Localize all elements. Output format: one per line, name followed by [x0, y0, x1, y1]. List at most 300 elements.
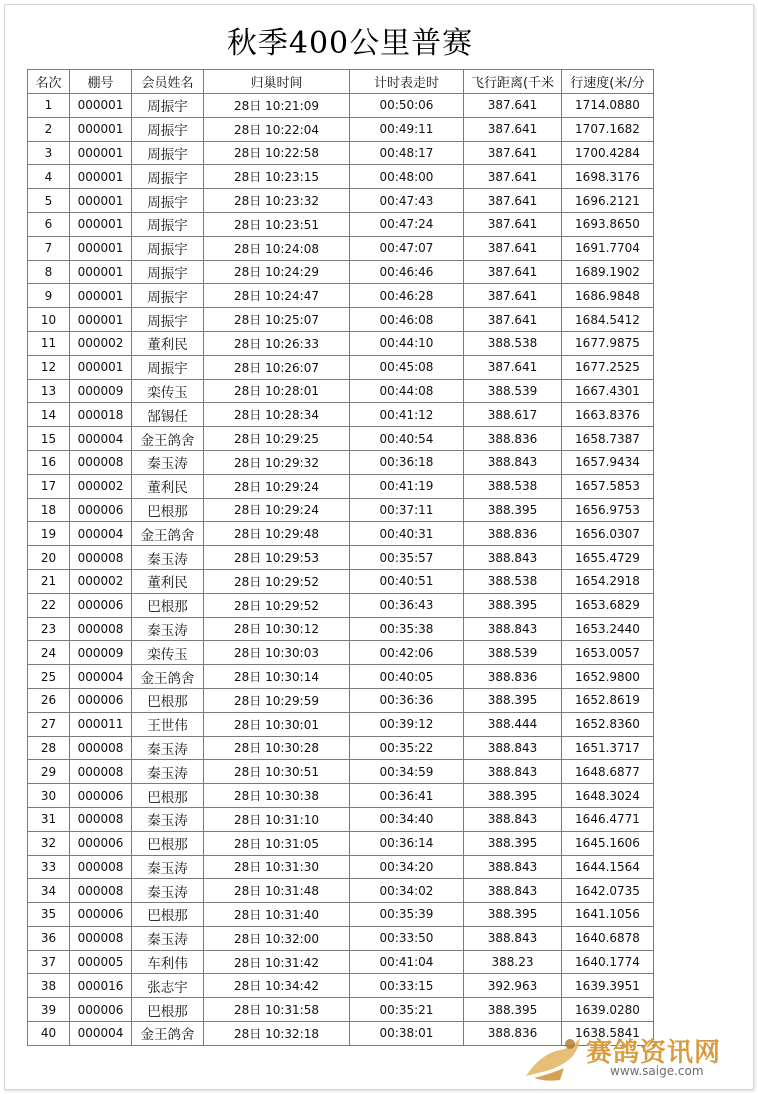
cell-rank: 17 [28, 474, 70, 498]
cell-member: 张志宇 [132, 974, 204, 998]
watermark-text: 赛鸽资讯网 [586, 1038, 722, 1068]
cell-rank: 9 [28, 284, 70, 308]
cell-member: 周振宇 [132, 165, 204, 189]
cell-arrival: 28日 10:29:59 [204, 688, 350, 712]
cell-elapsed: 00:49:11 [350, 117, 464, 141]
cell-speed: 1641.1056 [562, 903, 654, 927]
table-row [28, 117, 654, 141]
cell-elapsed: 00:35:38 [350, 617, 464, 641]
cell-arrival: 28日 10:28:34 [204, 403, 350, 427]
cell-arrival: 28日 10:32:18 [204, 1022, 350, 1046]
cell-member: 金王鸽舍 [132, 1022, 204, 1046]
cell-rank: 13 [28, 379, 70, 403]
cell-distance: 388.395 [464, 593, 562, 617]
cell-rank: 30 [28, 784, 70, 808]
cell-elapsed: 00:33:15 [350, 974, 464, 998]
cell-speed: 1651.3717 [562, 736, 654, 760]
cell-loft: 000004 [70, 1022, 132, 1046]
cell-arrival: 28日 10:30:12 [204, 617, 350, 641]
cell-rank: 4 [28, 165, 70, 189]
cell-elapsed: 00:36:14 [350, 831, 464, 855]
cell-distance: 387.641 [464, 117, 562, 141]
cell-speed: 1693.8650 [562, 212, 654, 236]
cell-speed: 1640.1774 [562, 950, 654, 974]
cell-arrival: 28日 10:31:10 [204, 807, 350, 831]
cell-member: 金王鸽舍 [132, 665, 204, 689]
cell-elapsed: 00:38:01 [350, 1022, 464, 1046]
cell-arrival: 28日 10:31:40 [204, 903, 350, 927]
cell-loft: 000001 [70, 165, 132, 189]
cell-speed: 1686.9848 [562, 284, 654, 308]
cell-arrival: 28日 10:24:29 [204, 260, 350, 284]
cell-arrival: 28日 10:26:33 [204, 331, 350, 355]
cell-distance: 388.843 [464, 736, 562, 760]
cell-rank: 3 [28, 141, 70, 165]
cell-arrival: 28日 10:29:24 [204, 474, 350, 498]
cell-member: 巴根那 [132, 831, 204, 855]
cell-rank: 8 [28, 260, 70, 284]
watermark [520, 1024, 730, 1086]
cell-distance: 388.539 [464, 379, 562, 403]
cell-elapsed: 00:46:08 [350, 308, 464, 332]
cell-member: 巴根那 [132, 903, 204, 927]
cell-distance: 387.641 [464, 308, 562, 332]
cell-loft: 000001 [70, 308, 132, 332]
col-header-loft: 棚号 [70, 70, 132, 94]
table-row [28, 165, 654, 189]
cell-loft: 000001 [70, 284, 132, 308]
cell-member: 秦玉涛 [132, 450, 204, 474]
cell-elapsed: 00:34:59 [350, 760, 464, 784]
cell-loft: 000011 [70, 712, 132, 736]
cell-distance: 387.641 [464, 284, 562, 308]
table-row [28, 760, 654, 784]
cell-rank: 1 [28, 94, 70, 118]
cell-member: 秦玉涛 [132, 855, 204, 879]
cell-loft: 000004 [70, 665, 132, 689]
cell-loft: 000008 [70, 807, 132, 831]
cell-elapsed: 00:41:12 [350, 403, 464, 427]
cell-elapsed: 00:40:05 [350, 665, 464, 689]
table-row [28, 284, 654, 308]
cell-elapsed: 00:42:06 [350, 641, 464, 665]
cell-arrival: 28日 10:22:04 [204, 117, 350, 141]
cell-arrival: 28日 10:31:30 [204, 855, 350, 879]
table-row [28, 712, 654, 736]
cell-member: 周振宇 [132, 94, 204, 118]
cell-arrival: 28日 10:30:51 [204, 760, 350, 784]
cell-elapsed: 00:41:19 [350, 474, 464, 498]
cell-speed: 1652.9800 [562, 665, 654, 689]
cell-arrival: 28日 10:25:07 [204, 308, 350, 332]
cell-loft: 000006 [70, 784, 132, 808]
cell-rank: 15 [28, 427, 70, 451]
cell-speed: 1684.5412 [562, 308, 654, 332]
cell-elapsed: 00:34:20 [350, 855, 464, 879]
cell-rank: 28 [28, 736, 70, 760]
cell-loft: 000008 [70, 760, 132, 784]
cell-loft: 000001 [70, 260, 132, 284]
cell-member: 栾传玉 [132, 641, 204, 665]
cell-elapsed: 00:47:07 [350, 236, 464, 260]
cell-distance: 388.843 [464, 807, 562, 831]
cell-speed: 1663.8376 [562, 403, 654, 427]
cell-rank: 33 [28, 855, 70, 879]
cell-arrival: 28日 10:31:58 [204, 998, 350, 1022]
cell-arrival: 28日 10:29:25 [204, 427, 350, 451]
table-row [28, 617, 654, 641]
cell-elapsed: 00:41:04 [350, 950, 464, 974]
cell-speed: 1648.6877 [562, 760, 654, 784]
cell-loft: 000008 [70, 617, 132, 641]
cell-arrival: 28日 10:31:48 [204, 879, 350, 903]
table-row [28, 522, 654, 546]
cell-rank: 38 [28, 974, 70, 998]
cell-member: 周振宇 [132, 308, 204, 332]
pigeon-logo-icon [520, 1024, 590, 1086]
cell-loft: 000002 [70, 474, 132, 498]
cell-elapsed: 00:39:12 [350, 712, 464, 736]
table-row [28, 212, 654, 236]
cell-arrival: 28日 10:30:28 [204, 736, 350, 760]
table-row [28, 355, 654, 379]
table-row [28, 593, 654, 617]
cell-member: 周振宇 [132, 117, 204, 141]
cell-rank: 22 [28, 593, 70, 617]
cell-speed: 1653.6829 [562, 593, 654, 617]
cell-member: 秦玉涛 [132, 546, 204, 570]
cell-rank: 20 [28, 546, 70, 570]
cell-distance: 388.444 [464, 712, 562, 736]
cell-elapsed: 00:47:24 [350, 212, 464, 236]
cell-rank: 40 [28, 1022, 70, 1046]
cell-speed: 1656.9753 [562, 498, 654, 522]
table-row [28, 260, 654, 284]
table-row [28, 784, 654, 808]
cell-loft: 000006 [70, 688, 132, 712]
cell-speed: 1645.1606 [562, 831, 654, 855]
cell-elapsed: 00:35:22 [350, 736, 464, 760]
cell-loft: 000006 [70, 831, 132, 855]
cell-distance: 388.395 [464, 998, 562, 1022]
cell-arrival: 28日 10:32:00 [204, 926, 350, 950]
table-row [28, 546, 654, 570]
cell-member: 巴根那 [132, 688, 204, 712]
cell-loft: 000001 [70, 236, 132, 260]
cell-arrival: 28日 10:29:32 [204, 450, 350, 474]
cell-rank: 25 [28, 665, 70, 689]
table-row [28, 379, 654, 403]
cell-rank: 36 [28, 926, 70, 950]
cell-member: 周振宇 [132, 189, 204, 213]
cell-rank: 24 [28, 641, 70, 665]
cell-rank: 14 [28, 403, 70, 427]
cell-distance: 388.538 [464, 569, 562, 593]
cell-distance: 388.836 [464, 665, 562, 689]
cell-speed: 1639.0280 [562, 998, 654, 1022]
table-row [28, 665, 654, 689]
table-row [28, 569, 654, 593]
cell-distance: 392.963 [464, 974, 562, 998]
cell-distance: 388.843 [464, 926, 562, 950]
cell-member: 董利民 [132, 331, 204, 355]
table-row [28, 879, 654, 903]
table-row [28, 688, 654, 712]
cell-loft: 000001 [70, 189, 132, 213]
cell-loft: 000006 [70, 903, 132, 927]
cell-distance: 388.538 [464, 474, 562, 498]
col-header-arrival: 归巢时间 [204, 70, 350, 94]
table-row [28, 950, 654, 974]
table-header-row [28, 70, 654, 94]
cell-loft: 000008 [70, 736, 132, 760]
cell-loft: 000006 [70, 998, 132, 1022]
cell-distance: 387.641 [464, 189, 562, 213]
cell-loft: 000009 [70, 641, 132, 665]
cell-loft: 000008 [70, 546, 132, 570]
cell-member: 秦玉涛 [132, 926, 204, 950]
cell-elapsed: 00:40:51 [350, 569, 464, 593]
cell-loft: 000008 [70, 450, 132, 474]
cell-distance: 388.836 [464, 427, 562, 451]
cell-distance: 388.843 [464, 546, 562, 570]
cell-speed: 1698.3176 [562, 165, 654, 189]
cell-loft: 000016 [70, 974, 132, 998]
cell-loft: 000004 [70, 522, 132, 546]
cell-arrival: 28日 10:23:51 [204, 212, 350, 236]
cell-arrival: 28日 10:29:24 [204, 498, 350, 522]
cell-rank: 18 [28, 498, 70, 522]
cell-speed: 1677.2525 [562, 355, 654, 379]
col-header-rank: 名次 [28, 70, 70, 94]
col-header-speed: 行速度(米/分 [562, 70, 654, 94]
cell-arrival: 28日 10:28:01 [204, 379, 350, 403]
cell-speed: 1657.9434 [562, 450, 654, 474]
page-title: 秋季400公里普赛 [226, 26, 474, 61]
cell-distance: 387.641 [464, 236, 562, 260]
cell-member: 秦玉涛 [132, 736, 204, 760]
cell-rank: 27 [28, 712, 70, 736]
cell-speed: 1654.2918 [562, 569, 654, 593]
cell-distance: 387.641 [464, 94, 562, 118]
cell-distance: 387.641 [464, 260, 562, 284]
cell-rank: 21 [28, 569, 70, 593]
cell-speed: 1677.9875 [562, 331, 654, 355]
cell-speed: 1657.5853 [562, 474, 654, 498]
cell-elapsed: 00:36:41 [350, 784, 464, 808]
cell-rank: 11 [28, 331, 70, 355]
cell-loft: 000001 [70, 117, 132, 141]
table-row [28, 450, 654, 474]
cell-loft: 000006 [70, 593, 132, 617]
cell-speed: 1689.1902 [562, 260, 654, 284]
cell-distance: 388.395 [464, 498, 562, 522]
table-row [28, 926, 654, 950]
cell-distance: 388.23 [464, 950, 562, 974]
table-row [28, 474, 654, 498]
cell-member: 周振宇 [132, 260, 204, 284]
cell-arrival: 28日 10:29:48 [204, 522, 350, 546]
watermark-url: www.saige.com [610, 1064, 704, 1078]
cell-rank: 16 [28, 450, 70, 474]
cell-arrival: 28日 10:24:08 [204, 236, 350, 260]
cell-member: 巴根那 [132, 593, 204, 617]
cell-member: 周振宇 [132, 284, 204, 308]
cell-arrival: 28日 10:29:53 [204, 546, 350, 570]
cell-speed: 1648.3024 [562, 784, 654, 808]
cell-loft: 000009 [70, 379, 132, 403]
cell-member: 周振宇 [132, 355, 204, 379]
cell-arrival: 28日 10:23:32 [204, 189, 350, 213]
cell-speed: 1653.0057 [562, 641, 654, 665]
cell-loft: 000001 [70, 355, 132, 379]
cell-member: 秦玉涛 [132, 879, 204, 903]
cell-distance: 387.641 [464, 141, 562, 165]
cell-loft: 000006 [70, 498, 132, 522]
cell-loft: 000005 [70, 950, 132, 974]
table-row [28, 308, 654, 332]
table-row [28, 403, 654, 427]
table-row [28, 236, 654, 260]
cell-arrival: 28日 10:34:42 [204, 974, 350, 998]
cell-speed: 1714.0880 [562, 94, 654, 118]
cell-member: 车利伟 [132, 950, 204, 974]
cell-distance: 388.843 [464, 855, 562, 879]
cell-distance: 388.395 [464, 831, 562, 855]
cell-elapsed: 00:40:31 [350, 522, 464, 546]
cell-distance: 388.539 [464, 641, 562, 665]
cell-speed: 1653.2440 [562, 617, 654, 641]
cell-elapsed: 00:40:54 [350, 427, 464, 451]
table-row [28, 736, 654, 760]
cell-elapsed: 00:34:40 [350, 807, 464, 831]
cell-loft: 000001 [70, 141, 132, 165]
cell-loft: 000008 [70, 855, 132, 879]
cell-loft: 000001 [70, 212, 132, 236]
cell-speed: 1707.1682 [562, 117, 654, 141]
cell-distance: 388.843 [464, 760, 562, 784]
cell-arrival: 28日 10:30:01 [204, 712, 350, 736]
cell-speed: 1658.7387 [562, 427, 654, 451]
cell-arrival: 28日 10:23:15 [204, 165, 350, 189]
cell-arrival: 28日 10:22:58 [204, 141, 350, 165]
cell-distance: 387.641 [464, 355, 562, 379]
cell-arrival: 28日 10:26:07 [204, 355, 350, 379]
cell-arrival: 28日 10:21:09 [204, 94, 350, 118]
cell-elapsed: 00:47:43 [350, 189, 464, 213]
col-header-elapsed: 计时表走时 [350, 70, 464, 94]
cell-rank: 35 [28, 903, 70, 927]
cell-rank: 6 [28, 212, 70, 236]
cell-member: 王世伟 [132, 712, 204, 736]
cell-member: 巴根那 [132, 784, 204, 808]
table-row [28, 641, 654, 665]
cell-member: 周振宇 [132, 141, 204, 165]
cell-elapsed: 00:46:28 [350, 284, 464, 308]
cell-member: 郜锡任 [132, 403, 204, 427]
cell-elapsed: 00:46:46 [350, 260, 464, 284]
cell-speed: 1655.4729 [562, 546, 654, 570]
cell-arrival: 28日 10:24:47 [204, 284, 350, 308]
cell-rank: 10 [28, 308, 70, 332]
cell-rank: 37 [28, 950, 70, 974]
cell-elapsed: 00:35:21 [350, 998, 464, 1022]
cell-elapsed: 00:48:17 [350, 141, 464, 165]
cell-member: 巴根那 [132, 498, 204, 522]
cell-distance: 388.843 [464, 617, 562, 641]
cell-speed: 1646.4771 [562, 807, 654, 831]
cell-rank: 12 [28, 355, 70, 379]
cell-elapsed: 00:45:08 [350, 355, 464, 379]
cell-distance: 387.641 [464, 165, 562, 189]
cell-rank: 19 [28, 522, 70, 546]
cell-arrival: 28日 10:30:03 [204, 641, 350, 665]
cell-arrival: 28日 10:29:52 [204, 569, 350, 593]
cell-loft: 000008 [70, 879, 132, 903]
cell-speed: 1667.4301 [562, 379, 654, 403]
cell-elapsed: 00:50:06 [350, 94, 464, 118]
cell-rank: 31 [28, 807, 70, 831]
table-row [28, 855, 654, 879]
cell-rank: 2 [28, 117, 70, 141]
table-row [28, 974, 654, 998]
col-header-member: 会员姓名 [132, 70, 204, 94]
cell-arrival: 28日 10:30:14 [204, 665, 350, 689]
cell-member: 秦玉涛 [132, 807, 204, 831]
cell-speed: 1642.0735 [562, 879, 654, 903]
table-row [28, 903, 654, 927]
cell-arrival: 28日 10:31:05 [204, 831, 350, 855]
cell-speed: 1691.7704 [562, 236, 654, 260]
table-row [28, 807, 654, 831]
cell-loft: 000018 [70, 403, 132, 427]
cell-rank: 32 [28, 831, 70, 855]
cell-elapsed: 00:36:18 [350, 450, 464, 474]
cell-elapsed: 00:44:08 [350, 379, 464, 403]
cell-speed: 1640.6878 [562, 926, 654, 950]
cell-distance: 388.395 [464, 903, 562, 927]
cell-elapsed: 00:33:50 [350, 926, 464, 950]
col-header-distance: 飞行距离(千米 [464, 70, 562, 94]
cell-member: 金王鸽舍 [132, 522, 204, 546]
cell-loft: 000002 [70, 569, 132, 593]
table-body [28, 94, 654, 1046]
cell-speed: 1644.1564 [562, 855, 654, 879]
cell-distance: 388.538 [464, 331, 562, 355]
cell-distance: 388.395 [464, 688, 562, 712]
cell-elapsed: 00:35:39 [350, 903, 464, 927]
cell-arrival: 28日 10:29:52 [204, 593, 350, 617]
cell-arrival: 28日 10:30:38 [204, 784, 350, 808]
cell-member: 周振宇 [132, 236, 204, 260]
cell-distance: 388.836 [464, 522, 562, 546]
cell-speed: 1700.4284 [562, 141, 654, 165]
cell-rank: 7 [28, 236, 70, 260]
cell-member: 金王鸽舍 [132, 427, 204, 451]
table-row [28, 427, 654, 451]
cell-rank: 23 [28, 617, 70, 641]
table-row [28, 998, 654, 1022]
cell-loft: 000002 [70, 331, 132, 355]
cell-speed: 1696.2121 [562, 189, 654, 213]
cell-elapsed: 00:44:10 [350, 331, 464, 355]
table-row [28, 331, 654, 355]
cell-elapsed: 00:35:57 [350, 546, 464, 570]
cell-member: 巴根那 [132, 998, 204, 1022]
cell-speed: 1652.8619 [562, 688, 654, 712]
table-row [28, 189, 654, 213]
cell-member: 董利民 [132, 569, 204, 593]
